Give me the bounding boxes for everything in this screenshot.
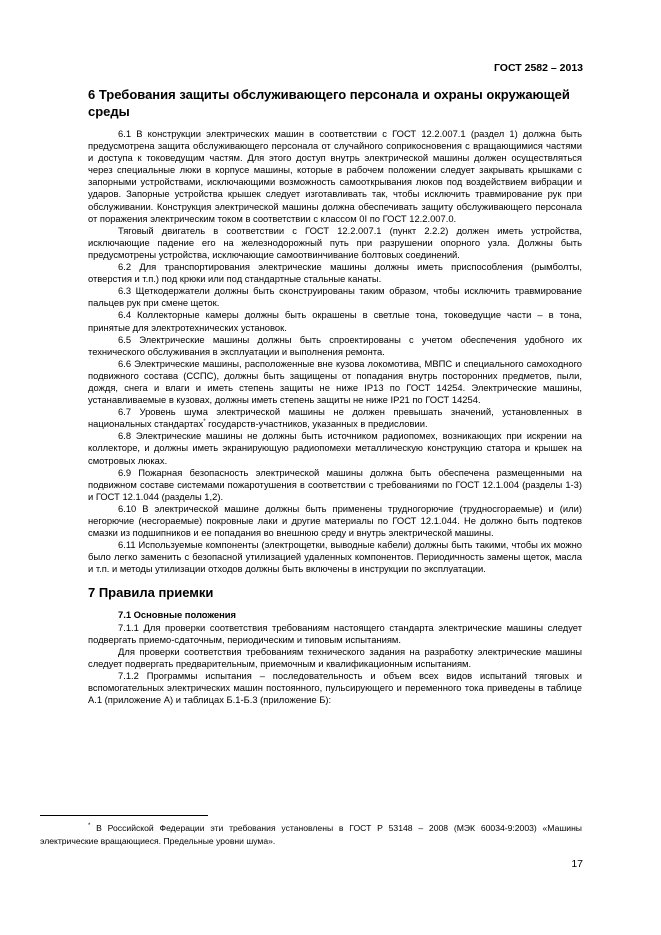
paragraph-6-1: 6.1 В конструкции электрических машин в соответствии с ГОСТ 12.2.007.1 (раздел 1) должна быть предусмотрена защита обслуживающего персонала от случайного соприкосновения с вращающимися частями и доступа к токоведущим частям. Для этого доступ внутрь электрической машины должен осуществляться через специальные люки в корпусе машины, которые в рабочем положении следует закрывать крышками с запорными устройствами, исключающими возможность самооткрывания люков под воздействием вибрации и ударов. Запорные устройства крышек следует изготавливать так, чтобы исключить травмирование рук при обслуживании. Конструкция электрической машины должна обеспечивать защиту обслуживающего персонала от поражения электрическим током в соответствии с классом 0I по ГОСТ 12.2.007.0.	[88, 128, 582, 224]
paragraph-6-2: 6.2 Для транспортирования электрические машины должны иметь приспособления (рымболты, отверстия и т.п.) под крюки или под стандартные стальные канаты.	[88, 261, 582, 285]
footnote-body: В Российской Федерации эти требования установлены в ГОСТ Р 53148 – 2008 (МЭК 60034-9:2003) «Машины электрические вращающиеся. Предельные уровни шума».	[40, 823, 582, 846]
page-number: 17	[571, 858, 583, 870]
paragraph-6-5: 6.5 Электрические машины должны быть спроектированы с учетом обеспечения удобного их технического обслуживания в эксплуатации и выполнения ремонта.	[88, 333, 582, 357]
paragraph-6-7	[88, 406, 582, 430]
footnote-text	[40, 822, 582, 848]
paragraph-6-9: 6.9 Пожарная безопасность электрической машины должна быть обеспечена размещенными на подвижном составе системами пожаротушения в соответствии с требованиями по ГОСТ 12.1.004 (разделы 1-3) и ГОСТ 12.1.044 (разделы 1,2).	[88, 466, 582, 502]
page-content	[88, 86, 582, 706]
paragraph-6-6: 6.6 Электрические машины, расположенные вне кузова локомотива, МВПС и специального самоходного подвижного состава (ССПС), должны быть защищены от попадания внутрь посторонних предметов, пыли, дождя, снега и влаги и иметь степень защиты не ниже IP13 по ГОСТ 14254. Электрические машины, устанавливаемые в кузовах, должны иметь степень защиты не ниже IP21 по ГОСТ 14254.	[88, 357, 582, 406]
paragraph-6-3: 6.3 Щеткодержатели должны быть сконструированы таким образом, чтобы исключить травмирование пальцев рук при смене щеток.	[88, 285, 582, 309]
footnote-reference-mark: *	[203, 419, 206, 426]
section-6-title: 6 Требования защиты обслуживающего персонала и охраны окружающей среды	[88, 87, 570, 119]
paragraph-6-10: 6.10 В электрической машине должны быть применены трудногорючие (трудносгораемые) и (или) негорючие (несгораемые) покровные лаки и другие материалы по ГОСТ 12.1.044. Не должно быть подтеков смазки из подшипников и ее попадания во внешнюю среду и внутрь электрической машины.	[88, 502, 582, 539]
footnote	[40, 822, 582, 848]
section-6-body	[88, 128, 582, 575]
paragraph-6-1-traction: Тяговый двигатель в соответствии с ГОСТ 12.2.007.1 (пункт 2.2.2) должен иметь устройства, исключающие падение его на железнодорожный путь при разрушении опорного узла. Должны быть предусмотрены устройства, исключающие самоотвинчивание болтовых соединений.	[88, 224, 582, 260]
paragraph-6-7-text: 6.7 Уровень шума электрической машины не должен превышать значений, установленных в национальных стандартах	[88, 406, 582, 430]
paragraph-7-1-1: 7.1.1 Для проверки соответствия требованиям настоящего стандарта электрические машины следует подвергать приемо-сдаточным, периодическим и типовым испытаниям.	[88, 621, 582, 645]
paragraph-7-1-1-spec: Для проверки соответствия требованиям технического задания на разработку электрические машины следует подвергать предварительным, приемочным и квалификационным испытаниям.	[88, 645, 582, 669]
paragraph-7-1-2: 7.1.2 Программы испытания – последовательность и объем всех видов испытаний тяговых и вспомогательных электрических машин постоянного, пульсирующего и переменного тока приведены в таблице А.1 (приложение А) и таблицах Б.1-Б.3 (приложение Б):	[88, 669, 582, 706]
section-7-body	[88, 609, 582, 706]
paragraph-6-4: 6.4 Коллекторные камеры должны быть окрашены в светлые тона, токоведущие части – в тона, принятые для электротехнических установок.	[88, 309, 582, 333]
section-7-title: 7 Правила приемки	[88, 585, 214, 601]
subsection-7-1-title: 7.1 Основные положения	[118, 609, 237, 621]
paragraph-6-8: 6.8 Электрические машины не должны быть источником радиопомех, возникающих при искрении на коллекторе, и должны иметь экранирующую радиопомехи металлическую конструкцию статора и крышек на смотровых люках.	[88, 430, 582, 466]
document-code-header: ГОСТ 2582 – 2013	[493, 62, 583, 74]
paragraph-6-7-rest: государств-участников, указанных в предисловии.	[205, 418, 428, 430]
footnote-divider	[40, 815, 208, 816]
footnote-mark: *	[88, 823, 91, 830]
paragraph-6-11: 6.11 Используемые компоненты (электрощетки, выводные кабели) должны быть такими, чтобы их можно было легко заменить с безопасной утилизацией удаленных компонентов. Периодичность замены щеток, масла и т.п. и методы утилизации отходов должны быть включены в инструкции по эксплуатации.	[88, 539, 582, 575]
